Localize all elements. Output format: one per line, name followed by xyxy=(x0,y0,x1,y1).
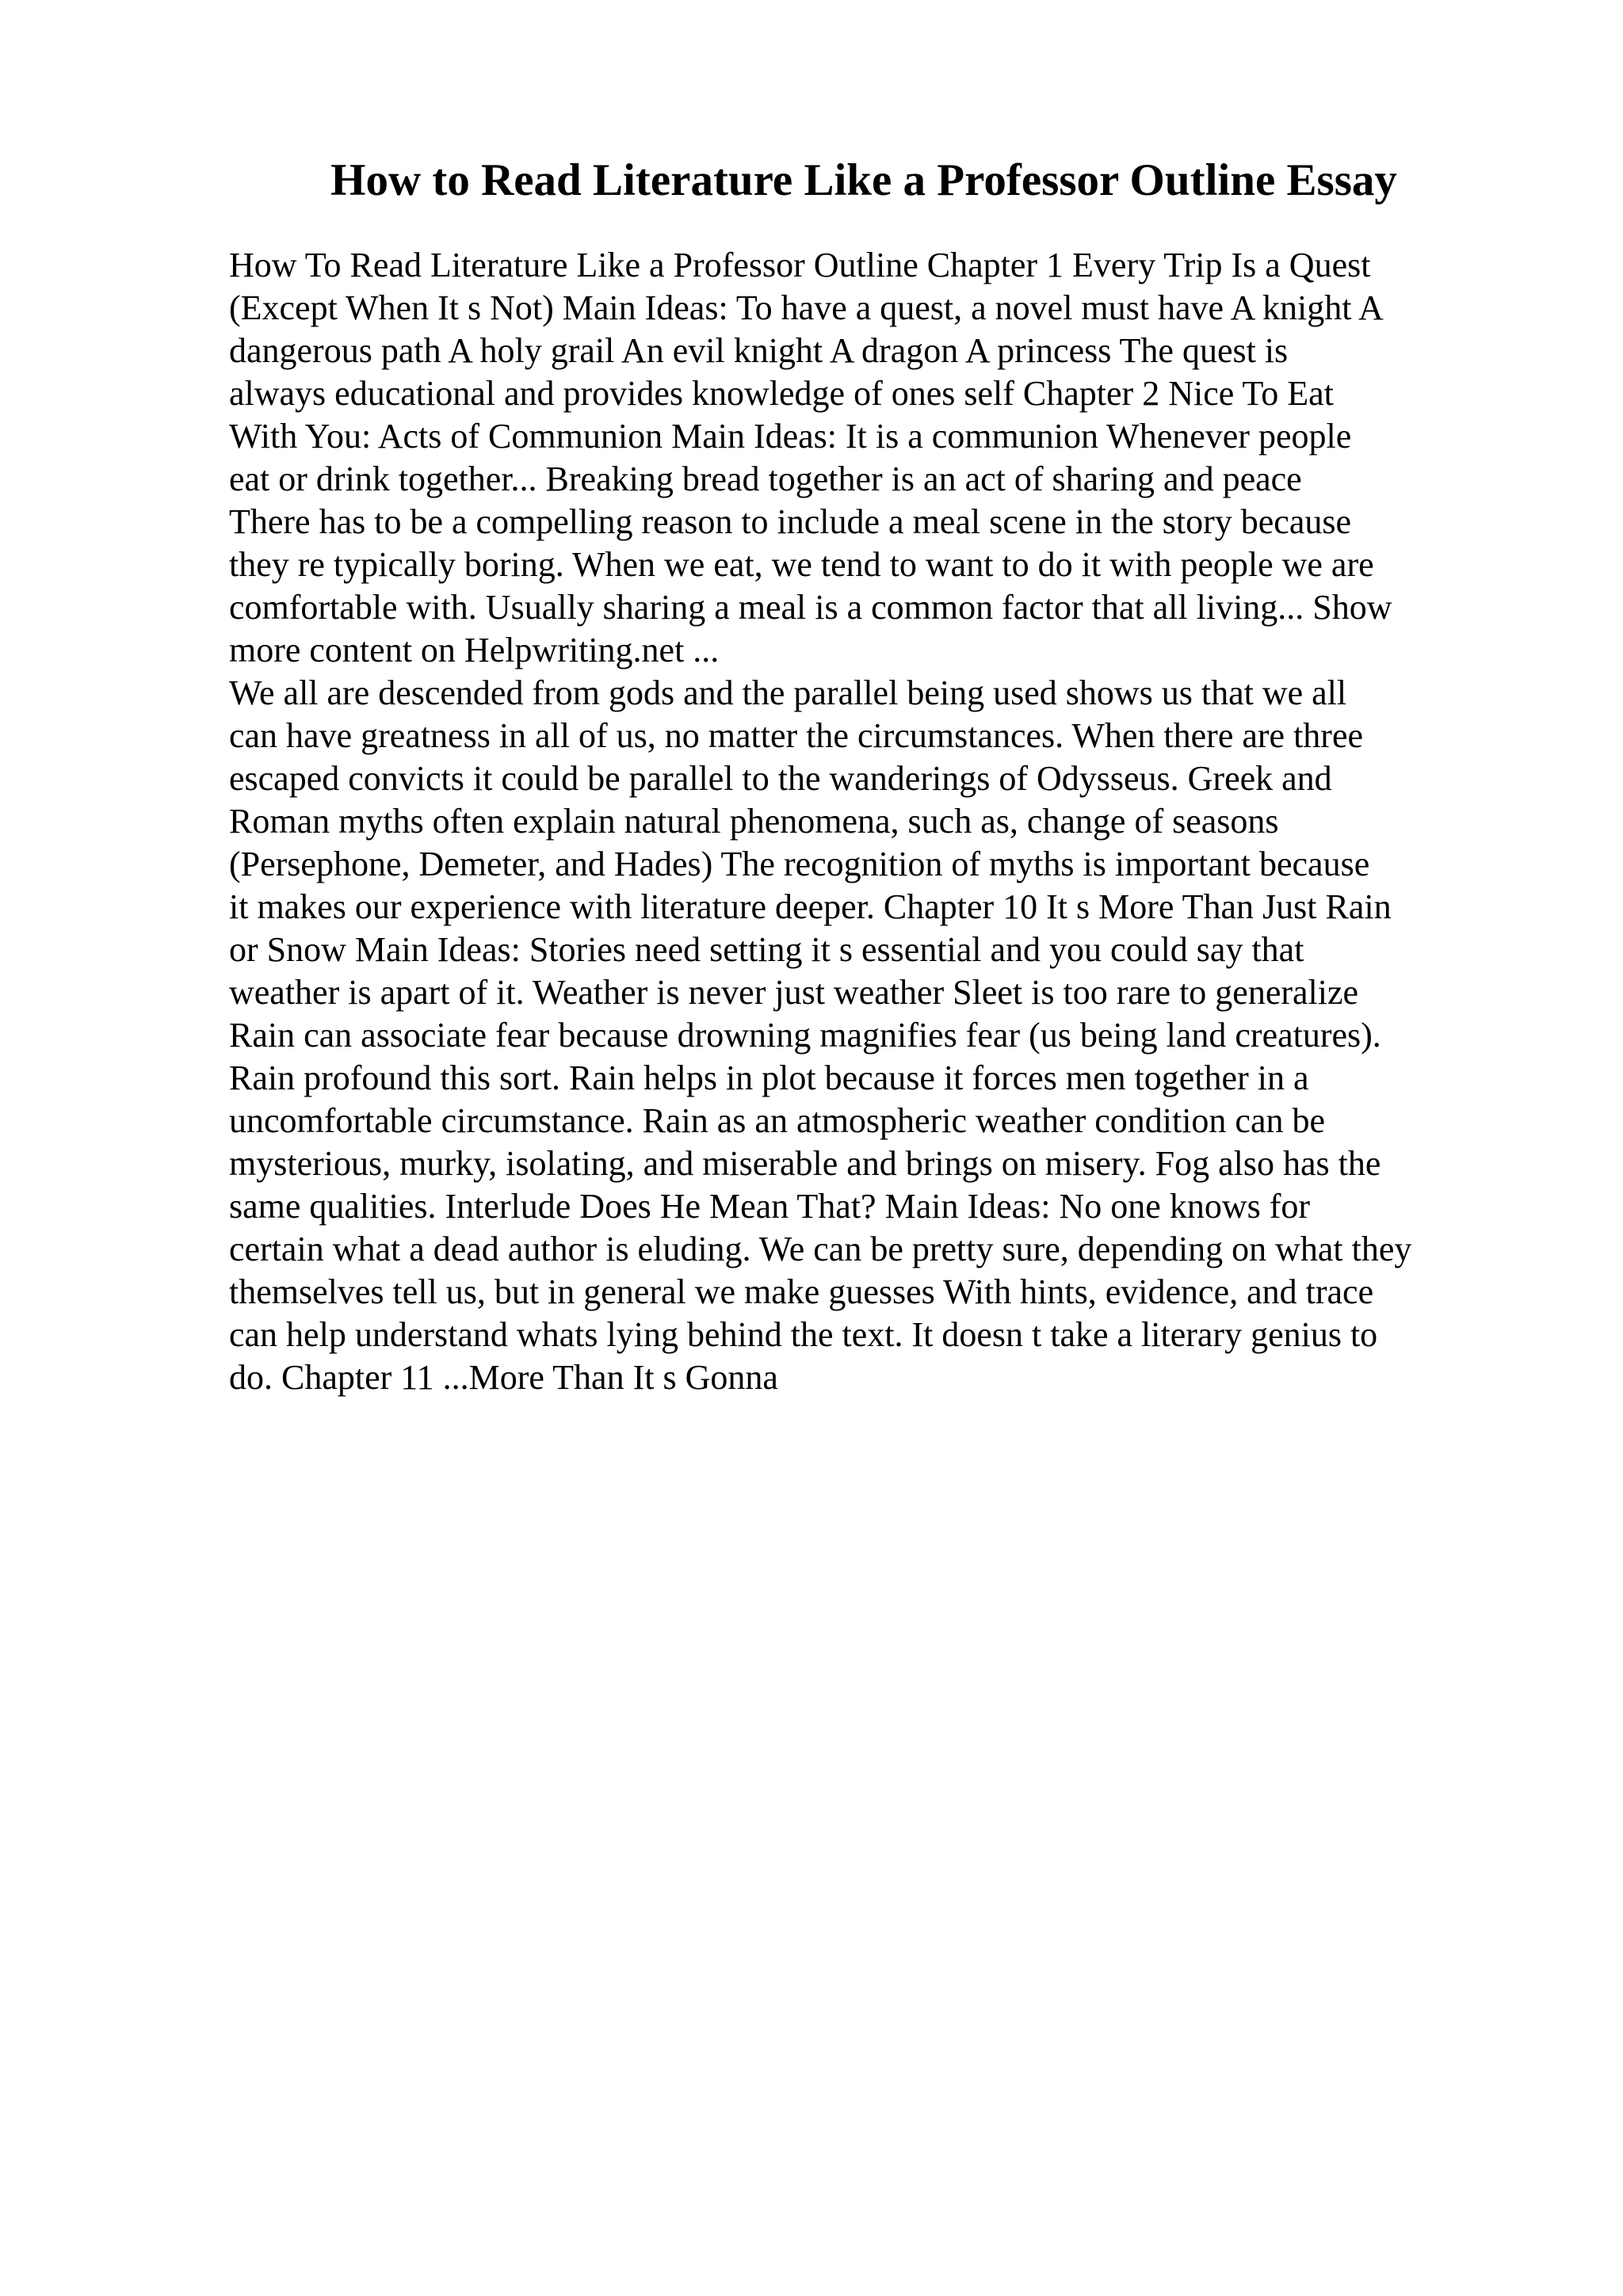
body-line: or Snow Main Ideas: Stories need setting it s essential and you could say that xyxy=(229,930,1304,969)
body-line: (Except When It s Not) Main Ideas: To have a quest, a novel must have A knight A xyxy=(229,288,1384,327)
body-line: We all are descended from gods and the parallel being used shows us that we all xyxy=(229,673,1347,712)
document-body xyxy=(229,244,1505,1399)
body-line: same qualities. Interlude Does He Mean That? Main Ideas: No one knows for xyxy=(229,1187,1311,1226)
body-line: themselves tell us, but in general we make guesses With hints, evidence, and trace xyxy=(229,1272,1374,1311)
body-line: (Persephone, Demeter, and Hades) The recognition of myths is important because xyxy=(229,845,1370,883)
document-title: How to Read Literature Like a Professor Outline Essay xyxy=(330,155,1397,205)
body-line: it makes our experience with literature deeper. Chapter 10 It s More Than Just Rain xyxy=(229,887,1392,926)
body-line: With You: Acts of Communion Main Ideas: It is a communion Whenever people xyxy=(229,417,1352,456)
body-line: Rain can associate fear because drowning magnifies fear (us being land creatures). xyxy=(229,1016,1381,1055)
body-line: eat or drink together... Breaking bread together is an act of sharing and peace xyxy=(229,460,1302,498)
body-line: mysterious, murky, isolating, and miserable and brings on misery. Fog also has the xyxy=(229,1144,1381,1183)
body-line: dangerous path A holy grail An evil knight A dragon A princess The quest is xyxy=(229,331,1289,370)
body-line: certain what a dead author is eluding. We can be pretty sure, depending on what they xyxy=(229,1230,1412,1268)
body-line: comfortable with. Usually sharing a meal is a common factor that all living... Show xyxy=(229,588,1392,627)
body-line: There has to be a compelling reason to include a meal scene in the story because xyxy=(229,502,1352,541)
body-line: can help understand whats lying behind the text. It doesn t take a literary genius to xyxy=(229,1315,1378,1354)
body-line: uncomfortable circumstance. Rain as an atmospheric weather condition can be xyxy=(229,1101,1326,1140)
body-line: they re typically boring. When we eat, we tend to want to do it with people we are xyxy=(229,545,1374,584)
body-line: How To Read Literature Like a Professor Outline Chapter 1 Every Trip Is a Quest xyxy=(229,246,1371,284)
body-line: escaped convicts it could be parallel to the wanderings of Odysseus. Greek and xyxy=(229,759,1332,798)
body-line: always educational and provides knowledge of ones self Chapter 2 Nice To Eat xyxy=(229,374,1334,413)
body-line: Roman myths often explain natural phenomena, such as, change of seasons xyxy=(229,802,1279,841)
body-line: Rain profound this sort. Rain helps in plot because it forces men together in a xyxy=(229,1058,1309,1097)
body-line: more content on Helpwriting.net ... xyxy=(229,631,720,669)
body-line: weather is apart of it. Weather is never just weather Sleet is too rare to generalize xyxy=(229,973,1359,1012)
body-line: can have greatness in all of us, no matter the circumstances. When there are three xyxy=(229,716,1364,755)
body-line: do. Chapter 11 ...More Than It s Gonna xyxy=(229,1358,778,1397)
